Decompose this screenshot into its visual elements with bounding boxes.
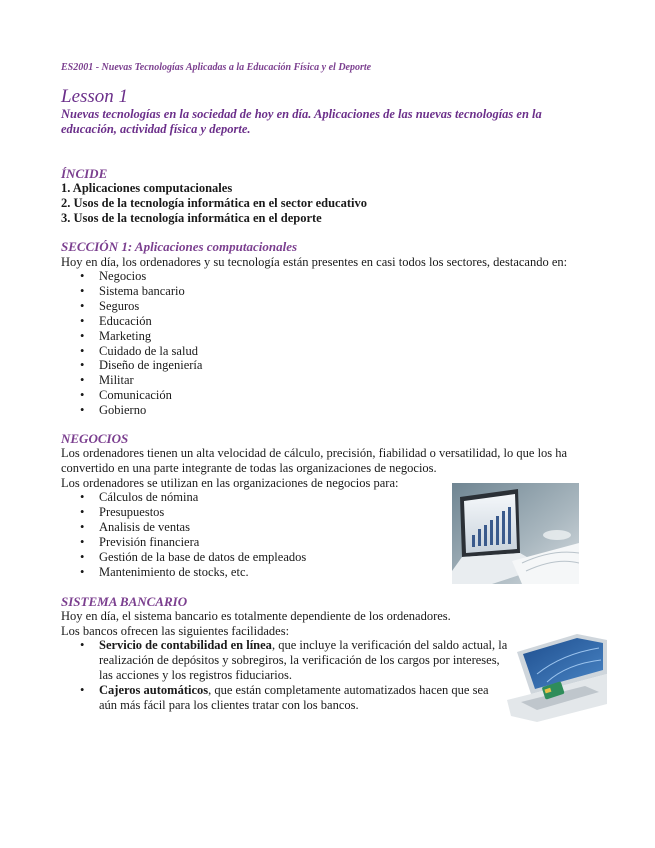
lesson-subtitle: Nuevas tecnologías en la sociedad de hoy en día. Aplicaciones de las nuevas tecnologías en la educación, actividad física y deporte. — [61, 107, 542, 136]
list-item: • Negocios — [61, 269, 202, 284]
list-item — [61, 683, 508, 713]
list-item: • Previsión financiera — [61, 535, 306, 550]
list-item: • Mantenimiento de stocks, etc. — [61, 565, 306, 580]
list-item: • Seguros — [61, 299, 202, 314]
banking-laptop-image — [507, 634, 607, 722]
list-item-term: Cajeros automáticos — [99, 682, 209, 697]
index-item: 2. Usos de la tecnología informática en el sector educativo — [61, 195, 367, 210]
list-item-text: , que están completamente automatizados hacen que sea aún más fácil para los clientes tratar con los bancos. — [99, 682, 489, 712]
list-item: • Analisis de ventas — [61, 520, 306, 535]
banca-facilities-list — [61, 638, 508, 713]
index-heading: ÍNCIDE — [61, 166, 108, 181]
section1-heading: SECCIÓN 1: Aplicaciones computacionales — [61, 239, 298, 254]
sector-list — [61, 269, 202, 418]
index-item: 3. Usos de la tecnología informática en el deporte — [61, 210, 322, 225]
list-item: • Comunicación — [61, 388, 202, 403]
negocios-uses-list — [61, 490, 306, 579]
banca-paragraph-2: Los bancos ofrecen las siguientes facilidades: — [61, 624, 290, 638]
negocios-intro: Los ordenadores se utilizan en las organizaciones de negocios para: — [61, 476, 399, 490]
negocios-heading: NEGOCIOS — [61, 431, 129, 446]
business-laptop-image — [452, 483, 579, 584]
list-item: • Marketing — [61, 329, 202, 344]
list-item-term: Servicio de contabilidad en línea — [99, 638, 272, 652]
section1-intro: Hoy en día, los ordenadores y su tecnología están presentes en casi todos los sectores, destacando en: — [61, 255, 568, 269]
list-item: • Cálculos de nómina — [61, 490, 306, 505]
list-item — [61, 638, 508, 683]
list-item: • Militar — [61, 373, 202, 388]
lesson-title: Lesson 1 — [61, 86, 129, 107]
list-item-text: , que incluye la verificación del saldo actual, la realización de depósitos y sobregiros, la verificación de los cargos por intereses, las acciones y los registros fiduciarios. — [99, 638, 508, 682]
list-item: • Cuidado de la salud — [61, 344, 202, 359]
list-item: • Gestión de la base de datos de empleados — [61, 550, 306, 565]
list-item: • Educación — [61, 314, 202, 329]
index-item: 1. Aplicaciones computacionales — [61, 181, 233, 195]
list-item: • Sistema bancario — [61, 284, 202, 299]
list-item: • Presupuestos — [61, 505, 306, 520]
index-list — [61, 181, 367, 225]
banca-paragraph-1: Hoy en día, el sistema bancario es totalmente dependiente de los ordenadores. — [61, 609, 451, 623]
course-header: ES2001 - Nuevas Tecnologías Aplicadas a la Educación Física y el Deporte — [61, 62, 372, 73]
list-item: • Gobierno — [61, 403, 202, 418]
negocios-paragraph: Los ordenadores tienen un alta velocidad de cálculo, precisión, fiabilidad o versatilidad, lo que los ha convertido en una parte integrante de todas las organizaciones de negocios. — [61, 446, 568, 475]
banca-heading: SISTEMA BANCARIO — [61, 594, 188, 609]
list-item: • Diseño de ingeniería — [61, 358, 202, 373]
